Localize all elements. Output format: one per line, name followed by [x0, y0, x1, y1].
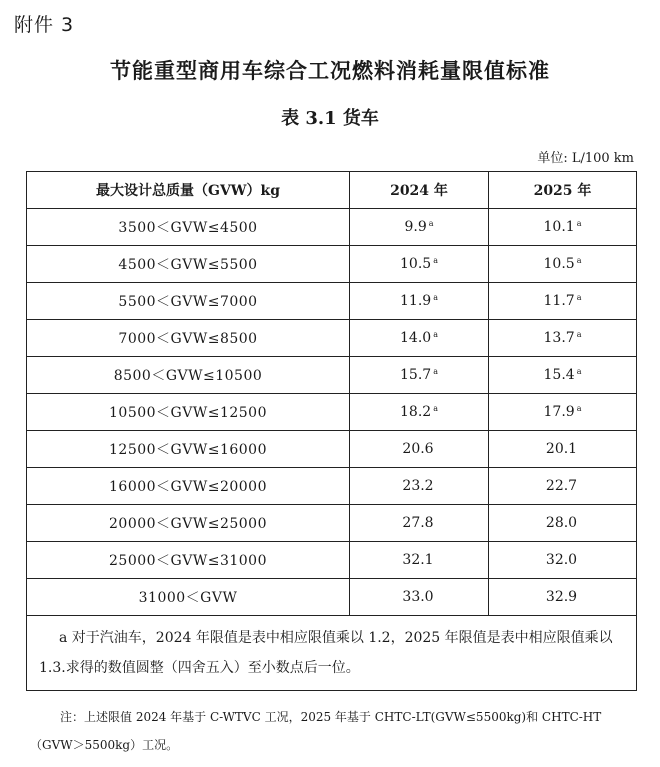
table-row	[27, 357, 637, 394]
table-row	[27, 209, 637, 246]
limit-value: 17.9	[543, 404, 575, 420]
footnote-marker: a	[576, 330, 582, 339]
limit-2025-cell	[489, 357, 637, 394]
limit-value: 14.0	[400, 330, 432, 346]
limit-2024-cell	[350, 209, 489, 246]
footnote-marker: a	[576, 219, 582, 228]
limit-value: 28.0	[545, 515, 578, 531]
limit-2025-cell	[489, 505, 637, 542]
limit-value: 9.9	[404, 219, 427, 235]
limit-2024-cell	[350, 505, 489, 542]
gvw-range-cell: 16000＜GVW≤20000	[27, 468, 350, 505]
limit-value: 32.0	[545, 552, 578, 568]
limit-value: 10.5	[543, 256, 575, 272]
limit-value: 11.9	[400, 293, 432, 309]
limit-value: 33.0	[402, 589, 434, 605]
limit-2025-cell	[489, 468, 637, 505]
limit-value: 15.7	[400, 367, 432, 383]
limit-2025-cell	[489, 209, 637, 246]
gvw-range-cell: 25000＜GVW≤31000	[27, 542, 350, 579]
limit-2024-cell	[350, 579, 489, 616]
gvw-range-cell: 12500＜GVW≤16000	[27, 431, 350, 468]
document-title: 节能重型商用车综合工况燃料消耗量限值标准	[110, 58, 550, 83]
limit-value: 10.5	[400, 256, 432, 272]
limit-2024-cell	[350, 394, 489, 431]
footnote: 注：上述限值 2024 年基于 C-WTVC 工况，2025 年基于 CHTC-LT(GVW≤5500kg)和 CHTC-HT（GVW＞5500kg）工况。	[30, 710, 602, 752]
limit-2025-cell	[489, 394, 637, 431]
footnote-marker: a	[433, 404, 438, 413]
table-header-row	[27, 172, 637, 209]
table-row	[27, 505, 637, 542]
gvw-range-cell: 10500＜GVW≤12500	[27, 394, 350, 431]
limit-2024-cell	[350, 357, 489, 394]
limit-2024-cell	[350, 246, 489, 283]
limit-value: 15.4	[543, 367, 575, 383]
limit-2024-cell	[350, 431, 489, 468]
table-caption: 表 3.1 货车	[281, 108, 379, 129]
header-gvw: 最大设计总质量（GVW）kg	[27, 172, 350, 209]
limit-2025-cell	[489, 246, 637, 283]
table-row	[27, 394, 637, 431]
gvw-range-cell: 8500＜GVW≤10500	[27, 357, 350, 394]
gvw-range-cell: 31000＜GVW	[27, 579, 350, 616]
table-row	[27, 320, 637, 357]
table-row	[27, 579, 637, 616]
gvw-range-cell: 20000＜GVW≤25000	[27, 505, 350, 542]
footnote-marker: a	[428, 219, 434, 228]
limit-2024-cell	[350, 283, 489, 320]
limit-2024-cell	[350, 468, 489, 505]
footnote-marker: a	[576, 367, 582, 376]
limit-value: 22.7	[545, 478, 578, 494]
footnote-marker: a	[433, 256, 438, 265]
limit-value: 20.1	[545, 441, 578, 457]
note-row	[27, 616, 637, 691]
gvw-range-cell: 4500＜GVW≤5500	[27, 246, 350, 283]
limit-value: 27.8	[402, 515, 434, 531]
gvw-range-cell: 7000＜GVW≤8500	[27, 320, 350, 357]
attachment-label: 附件 3	[14, 14, 75, 36]
footnote-marker: a	[433, 367, 438, 376]
limit-2025-cell	[489, 320, 637, 357]
gvw-range-cell: 3500＜GVW≤4500	[27, 209, 350, 246]
table-row	[27, 468, 637, 505]
limit-value: 18.2	[400, 404, 432, 420]
limit-2025-cell	[489, 283, 637, 320]
limit-2024-cell	[350, 320, 489, 357]
footnote-marker: a	[576, 404, 582, 413]
footnote-marker: a	[433, 330, 438, 339]
fuel-limit-table	[26, 171, 637, 691]
table-row	[27, 542, 637, 579]
limit-value: 10.1	[543, 219, 575, 235]
limit-value: 11.7	[543, 293, 575, 309]
table-row	[27, 431, 637, 468]
limit-value: 32.1	[402, 552, 434, 568]
limit-value: 20.6	[402, 441, 434, 457]
table-row	[27, 246, 637, 283]
gvw-range-cell: 5500＜GVW≤7000	[27, 283, 350, 320]
table-row	[27, 283, 637, 320]
unit-label: 单位: L/100 km	[537, 151, 634, 166]
limit-value: 13.7	[543, 330, 575, 346]
limit-value: 23.2	[402, 478, 434, 494]
limit-2025-cell	[489, 431, 637, 468]
footnote-marker: a	[433, 293, 438, 302]
footnote-marker: a	[576, 293, 582, 302]
limit-2024-cell	[350, 542, 489, 579]
header-2025: 2025 年	[489, 172, 637, 209]
header-2024: 2024 年	[350, 172, 489, 209]
limit-2025-cell	[489, 542, 637, 579]
footnote-marker: a	[576, 256, 582, 265]
limit-value: 32.9	[545, 589, 578, 605]
gasoline-note: a 对于汽油车，2024 年限值是表中相应限值乘以 1.2，2025 年限值是表中相应限值乘以 1.3.求得的数值圆整（四舍五入）至小数点后一位。	[27, 616, 637, 691]
limit-2025-cell	[489, 579, 637, 616]
